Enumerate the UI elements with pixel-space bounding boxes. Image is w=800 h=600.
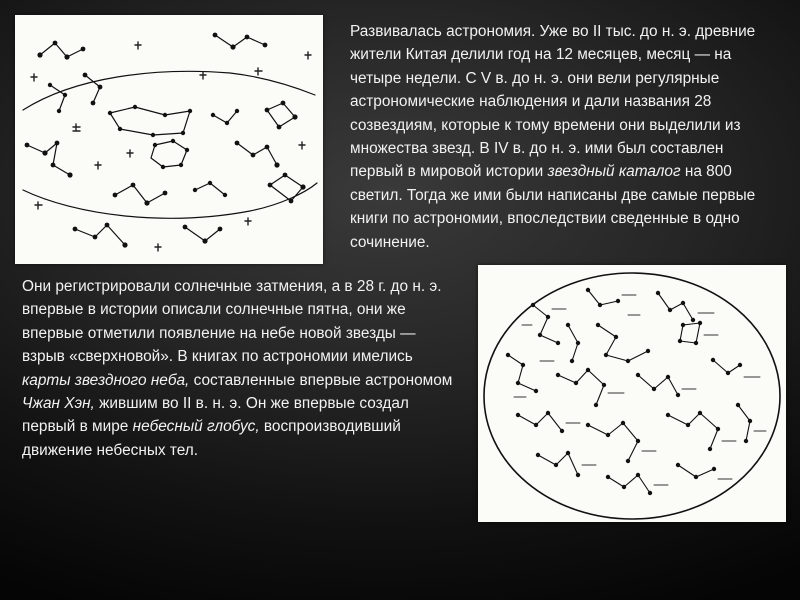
paragraph-2-italic-star-maps: карты звездного неба, [22, 371, 190, 389]
paragraph-2-text-1: Они регистрировали солнечные затмения, а в 28 г. до н. э. впервые в истории описали солнечные пятна, они же впервые отметили появление на небе новой звезды — взрыв «сверхновой». В книгах по астрономии имелись [22, 278, 442, 366]
paragraph-2-italic-celestial-globe: небесный глобус, [132, 418, 260, 436]
ancient-star-map-image [15, 15, 323, 264]
paragraph-1-text-2: на 800 светил. Тогда же ими были написаны две самые первые книги по астрономии, впоследствии сведенные в одно сочинение. [350, 163, 756, 251]
paragraph-2-text-3: жившим во II в. н. э. Он же впервые создал первый в мире [22, 395, 409, 436]
paragraph-eclipses-and-star-maps [22, 275, 458, 462]
circular-star-chart-image [478, 265, 786, 522]
paragraph-1-text-1: Развивалась астрономия. Уже во II тыс. до н. э. древние жители Китая делили год на 12 месяцев, месяц — на четыре недели. С V в. до н. э. они вели регулярные астрономические наблюдения и дали названия 28 созвездиям, которые к тому времени они выделили из множества звезд. В IV в. до н. э. ими был составлен первый в мировой истории [350, 23, 756, 181]
star-map-drawing [15, 15, 323, 264]
paragraph-ancient-china-astronomy [350, 20, 780, 254]
paragraph-2-text-2: составленные впервые астрономом [189, 371, 453, 389]
paragraph-2-italic-zhang-heng: Чжан Хэн, [22, 395, 95, 413]
paragraph-1-italic-star-catalog: звездный каталог [547, 163, 681, 181]
circular-star-chart-drawing [478, 265, 786, 522]
paragraph-2-text-4: воспроизводивший движение небесных тел. [22, 418, 401, 459]
